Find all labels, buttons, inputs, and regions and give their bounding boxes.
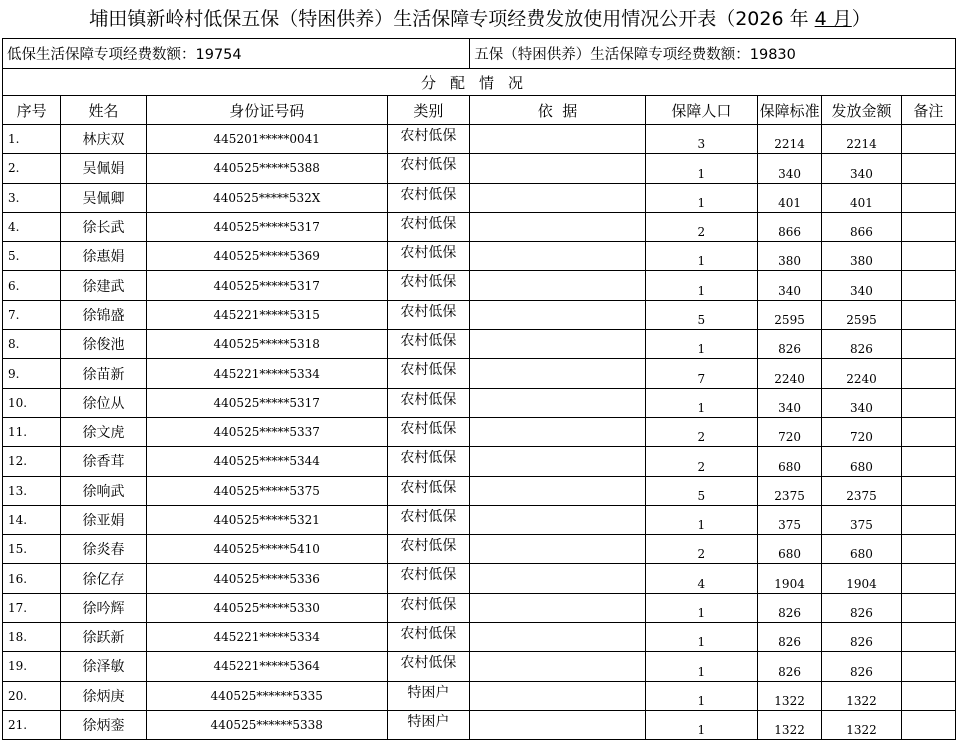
cell-remark [901,242,955,271]
cell-name: 徐文虎 [61,417,147,446]
cell-index: 11. [3,417,61,446]
cell-name: 徐建武 [61,271,147,300]
cell-amount: 1904 [822,564,902,593]
cell-category: 农村低保 [387,212,470,241]
cell-basis [470,535,645,564]
cell-basis [470,212,645,241]
table-row [3,447,956,476]
cell-amount: 826 [822,652,902,681]
page-title [0,0,960,38]
cell-amount: 826 [822,623,902,652]
cell-name: 徐香茸 [61,447,147,476]
cell-amount: 340 [822,388,902,417]
cell-population: 1 [645,710,757,739]
header-row [3,96,956,125]
cell-population: 1 [645,623,757,652]
cell-amount: 866 [822,212,902,241]
cell-remark [901,359,955,388]
cell-category: 农村低保 [387,125,470,154]
cell-index: 1. [3,125,61,154]
cell-category: 农村低保 [387,476,470,505]
cell-id-number: 440525*****5369 [146,242,387,271]
cell-population: 2 [645,212,757,241]
cell-name: 徐亿存 [61,564,147,593]
cell-index: 12. [3,447,61,476]
cell-basis [470,125,645,154]
cell-id-number: 440525*****5336 [146,564,387,593]
cell-remark [901,417,955,446]
cell-name: 徐俊池 [61,330,147,359]
cell-population: 1 [645,388,757,417]
cell-id-number: 440525*****5317 [146,212,387,241]
cell-basis [470,300,645,329]
cell-index: 4. [3,212,61,241]
cell-basis [470,417,645,446]
cell-index: 10. [3,388,61,417]
table-row [3,359,956,388]
cell-standard: 2375 [757,476,821,505]
cell-remark [901,623,955,652]
cell-index: 7. [3,300,61,329]
cell-index: 21. [3,710,61,739]
cell-remark [901,652,955,681]
cell-index: 6. [3,271,61,300]
cell-index: 20. [3,681,61,710]
cell-category: 农村低保 [387,652,470,681]
cell-population: 4 [645,564,757,593]
cell-population: 5 [645,476,757,505]
cell-category: 农村低保 [387,447,470,476]
table-row [3,652,956,681]
cell-id-number: 440525*****5375 [146,476,387,505]
lowincome-fund-amount: 低保生活保障专项经费数额：19754 [3,39,470,69]
cell-category: 农村低保 [387,330,470,359]
cell-standard: 1904 [757,564,821,593]
cell-population: 2 [645,447,757,476]
cell-remark [901,212,955,241]
cell-name: 徐长武 [61,212,147,241]
cell-index: 18. [3,623,61,652]
cell-category: 农村低保 [387,271,470,300]
cell-basis [470,623,645,652]
disbursement-table [2,38,956,740]
cell-basis [470,359,645,388]
cell-standard: 826 [757,330,821,359]
table-row [3,710,956,739]
cell-amount: 340 [822,154,902,183]
cell-id-number: 440525*****5321 [146,505,387,534]
cell-name: 徐炳庚 [61,681,147,710]
title-month: 4 月 [814,8,852,30]
cell-standard: 680 [757,447,821,476]
table-row [3,271,956,300]
table-body [3,39,956,740]
cell-amount: 380 [822,242,902,271]
cell-category: 农村低保 [387,564,470,593]
cell-standard: 401 [757,183,821,212]
cell-basis [470,564,645,593]
cell-category: 农村低保 [387,505,470,534]
cell-id-number: 440525*****5344 [146,447,387,476]
table-row [3,476,956,505]
cell-remark [901,505,955,534]
cell-standard: 2214 [757,125,821,154]
cell-amount: 680 [822,535,902,564]
cell-basis [470,593,645,622]
cell-population: 7 [645,359,757,388]
cell-id-number: 440525******5335 [146,681,387,710]
cell-standard: 340 [757,154,821,183]
cell-id-number: 440525*****5388 [146,154,387,183]
table-row [3,417,956,446]
cell-amount: 720 [822,417,902,446]
cell-amount: 1322 [822,681,902,710]
cell-remark [901,271,955,300]
table-row [3,623,956,652]
cell-standard: 866 [757,212,821,241]
header-amount: 发放金额 [822,96,902,125]
cell-remark [901,388,955,417]
cell-category: 农村低保 [387,417,470,446]
cell-amount: 340 [822,271,902,300]
cell-remark [901,564,955,593]
cell-index: 9. [3,359,61,388]
cell-standard: 826 [757,652,821,681]
cell-standard: 375 [757,505,821,534]
cell-category: 农村低保 [387,242,470,271]
cell-name: 吴佩娟 [61,154,147,183]
cell-amount: 2595 [822,300,902,329]
header-id: 身份证号码 [146,96,387,125]
cell-index: 19. [3,652,61,681]
cell-name: 徐亚娟 [61,505,147,534]
cell-standard: 340 [757,388,821,417]
cell-id-number: 440525*****5337 [146,417,387,446]
cell-index: 16. [3,564,61,593]
table-row [3,388,956,417]
cell-id-number: 440525*****532X [146,183,387,212]
cell-category: 农村低保 [387,359,470,388]
cell-amount: 826 [822,330,902,359]
cell-id-number: 445221*****5334 [146,623,387,652]
cell-basis [470,652,645,681]
cell-population: 1 [645,505,757,534]
cell-index: 5. [3,242,61,271]
cell-category: 特困户 [387,710,470,739]
header-name: 姓名 [61,96,147,125]
header-basis: 依 据 [470,96,645,125]
table-row [3,564,956,593]
cell-index: 2. [3,154,61,183]
table-row [3,125,956,154]
cell-standard: 340 [757,271,821,300]
cell-standard: 1322 [757,681,821,710]
cell-amount: 2240 [822,359,902,388]
cell-amount: 2214 [822,125,902,154]
cell-remark [901,447,955,476]
title-suffix: ） [851,8,871,30]
cell-standard: 2240 [757,359,821,388]
cell-id-number: 445221*****5364 [146,652,387,681]
cell-category: 农村低保 [387,593,470,622]
cell-remark [901,476,955,505]
cell-remark [901,330,955,359]
cell-id-number: 440525*****5318 [146,330,387,359]
cell-standard: 720 [757,417,821,446]
cell-standard: 380 [757,242,821,271]
cell-amount: 2375 [822,476,902,505]
cell-population: 3 [645,125,757,154]
cell-basis [470,388,645,417]
header-standard: 保障标准 [757,96,821,125]
section-label: 分配情况 [3,69,956,96]
cell-population: 2 [645,417,757,446]
table-row [3,535,956,564]
cell-remark [901,300,955,329]
cell-remark [901,154,955,183]
cell-basis [470,476,645,505]
table-row [3,183,956,212]
table-row [3,505,956,534]
cell-population: 1 [645,154,757,183]
header-population: 保障人口 [645,96,757,125]
cell-index: 13. [3,476,61,505]
cell-standard: 680 [757,535,821,564]
section-row [3,69,956,96]
cell-standard: 826 [757,593,821,622]
cell-index: 17. [3,593,61,622]
cell-basis [470,505,645,534]
cell-amount: 680 [822,447,902,476]
cell-amount: 375 [822,505,902,534]
cell-category: 农村低保 [387,183,470,212]
cell-population: 1 [645,271,757,300]
cell-population: 5 [645,300,757,329]
table-row [3,681,956,710]
table-row [3,242,956,271]
cell-name: 徐炳銮 [61,710,147,739]
cell-name: 林庆双 [61,125,147,154]
cell-remark [901,681,955,710]
cell-id-number: 445201*****0041 [146,125,387,154]
table-row [3,330,956,359]
cell-remark [901,183,955,212]
table-row [3,212,956,241]
cell-basis [470,154,645,183]
cell-basis [470,681,645,710]
cell-population: 1 [645,681,757,710]
cell-basis [470,330,645,359]
cell-id-number: 445221*****5315 [146,300,387,329]
cell-id-number: 440525******5338 [146,710,387,739]
cell-category: 农村低保 [387,623,470,652]
cell-id-number: 440525*****5410 [146,535,387,564]
cell-amount: 401 [822,183,902,212]
cell-name: 徐泽敏 [61,652,147,681]
cell-remark [901,535,955,564]
cell-population: 1 [645,183,757,212]
cell-remark [901,710,955,739]
cell-index: 8. [3,330,61,359]
header-remark: 备注 [901,96,955,125]
cell-category: 农村低保 [387,388,470,417]
summary-row [3,39,956,69]
cell-name: 徐惠娟 [61,242,147,271]
table-row [3,154,956,183]
cell-id-number: 440525*****5330 [146,593,387,622]
cell-amount: 826 [822,593,902,622]
cell-name: 徐响武 [61,476,147,505]
cell-id-number: 440525*****5317 [146,388,387,417]
cell-population: 2 [645,535,757,564]
cell-category: 特困户 [387,681,470,710]
cell-name: 徐炎春 [61,535,147,564]
cell-amount: 1322 [822,710,902,739]
cell-name: 徐苗新 [61,359,147,388]
header-type: 类别 [387,96,470,125]
cell-name: 徐跃新 [61,623,147,652]
cell-remark [901,593,955,622]
title-prefix: 埔田镇新岭村低保五保（特困供养）生活保障专项经费发放使用情况公开表（2026 年 [89,8,815,30]
cell-population: 1 [645,652,757,681]
cell-basis [470,710,645,739]
cell-basis [470,242,645,271]
cell-index: 15. [3,535,61,564]
cell-id-number: 440525*****5317 [146,271,387,300]
cell-population: 1 [645,242,757,271]
cell-name: 徐锦盛 [61,300,147,329]
cell-category: 农村低保 [387,154,470,183]
fivesupport-fund-amount: 五保（特困供养）生活保障专项经费数额：19830 [470,39,956,69]
cell-name: 吴佩卿 [61,183,147,212]
header-index: 序号 [3,96,61,125]
cell-basis [470,183,645,212]
cell-population: 1 [645,593,757,622]
cell-index: 14. [3,505,61,534]
cell-name: 徐吟辉 [61,593,147,622]
cell-index: 3. [3,183,61,212]
cell-id-number: 445221*****5334 [146,359,387,388]
cell-category: 农村低保 [387,535,470,564]
table-row [3,593,956,622]
cell-basis [470,447,645,476]
cell-name: 徐位从 [61,388,147,417]
cell-basis [470,271,645,300]
cell-category: 农村低保 [387,300,470,329]
cell-standard: 1322 [757,710,821,739]
cell-population: 1 [645,330,757,359]
cell-remark [901,125,955,154]
cell-standard: 2595 [757,300,821,329]
table-row [3,300,956,329]
cell-standard: 826 [757,623,821,652]
